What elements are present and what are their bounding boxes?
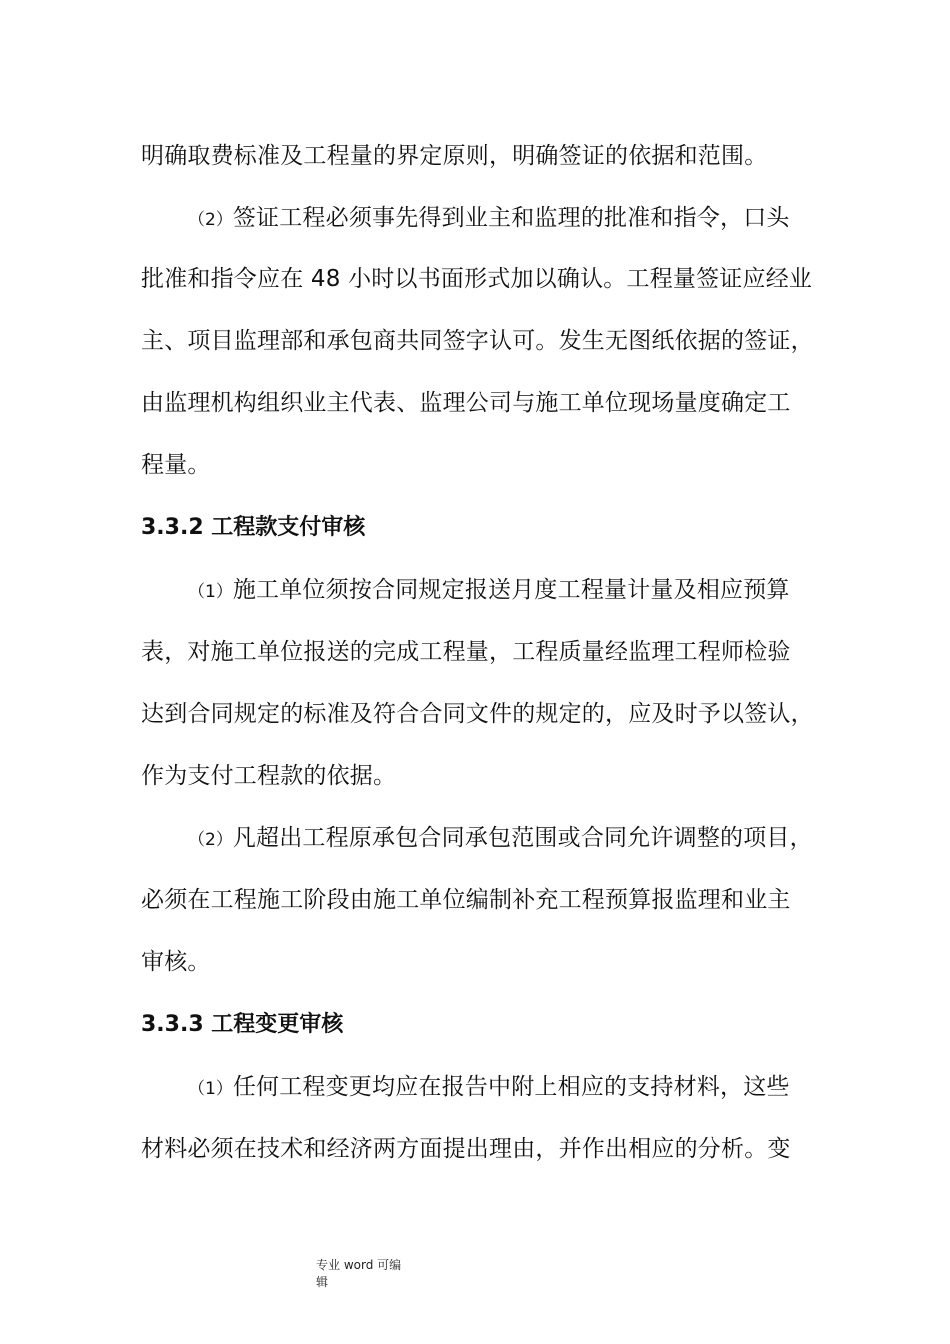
paragraph-text: 签证工程必须事先得到业主和监理的批准和指令，口头 (232, 205, 790, 231)
footer-text: 辑 (316, 1275, 329, 1289)
text-line: 主、项目监理部和承包商共同签字认可。发生无图纸依据的签证， (141, 328, 814, 354)
paragraph-text: 凡超出工程原承包合同承包范围或合同允许调整的项目， (232, 825, 813, 851)
text-line: 批准和指令应在 48 小时以书面形式加以确认。工程量签证应经业 (141, 266, 813, 292)
text-line: 表，对施工单位报送的完成工程量，工程质量经监理工程师检验 (141, 639, 791, 665)
paragraph-start (188, 575, 790, 607)
paragraph-start (188, 203, 790, 235)
paragraph-start (188, 1072, 790, 1104)
item-number: （2） (188, 210, 233, 230)
section-heading: 3.3.3 工程变更审核 (141, 1012, 344, 1037)
paragraph-text: 施工单位须按合同规定报送月度工程量计量及相应预算 (232, 577, 790, 603)
item-number: （1） (188, 1079, 233, 1099)
text-line: 由监理机构组织业主代表、监理公司与施工单位现场量度确定工 (141, 390, 791, 416)
paragraph-start (188, 823, 813, 855)
text-line: 达到合同规定的标准及符合合同文件的规定的，应及时予以签认， (141, 701, 814, 727)
item-number: （1） (188, 582, 233, 602)
text-line: 材料必须在技术和经济两方面提出理由，并作出相应的分析。变 (141, 1136, 791, 1162)
text-line: 必须在工程施工阶段由施工单位编制补充工程预算报监理和业主 (141, 887, 791, 913)
footer-text: 专业 word 可编 (316, 1258, 402, 1272)
text-line: 作为支付工程款的依据。 (141, 763, 397, 789)
item-number: （2） (188, 830, 233, 850)
text-line: 程量。 (141, 452, 211, 478)
section-heading: 3.3.2 工程款支付审核 (141, 515, 366, 540)
text-line: 审核。 (141, 949, 211, 975)
text-line: 明确取费标准及工程量的界定原则，明确签证的依据和范围。 (141, 143, 768, 169)
paragraph-text: 任何工程变更均应在报告中附上相应的支持材料，这些 (232, 1074, 790, 1100)
